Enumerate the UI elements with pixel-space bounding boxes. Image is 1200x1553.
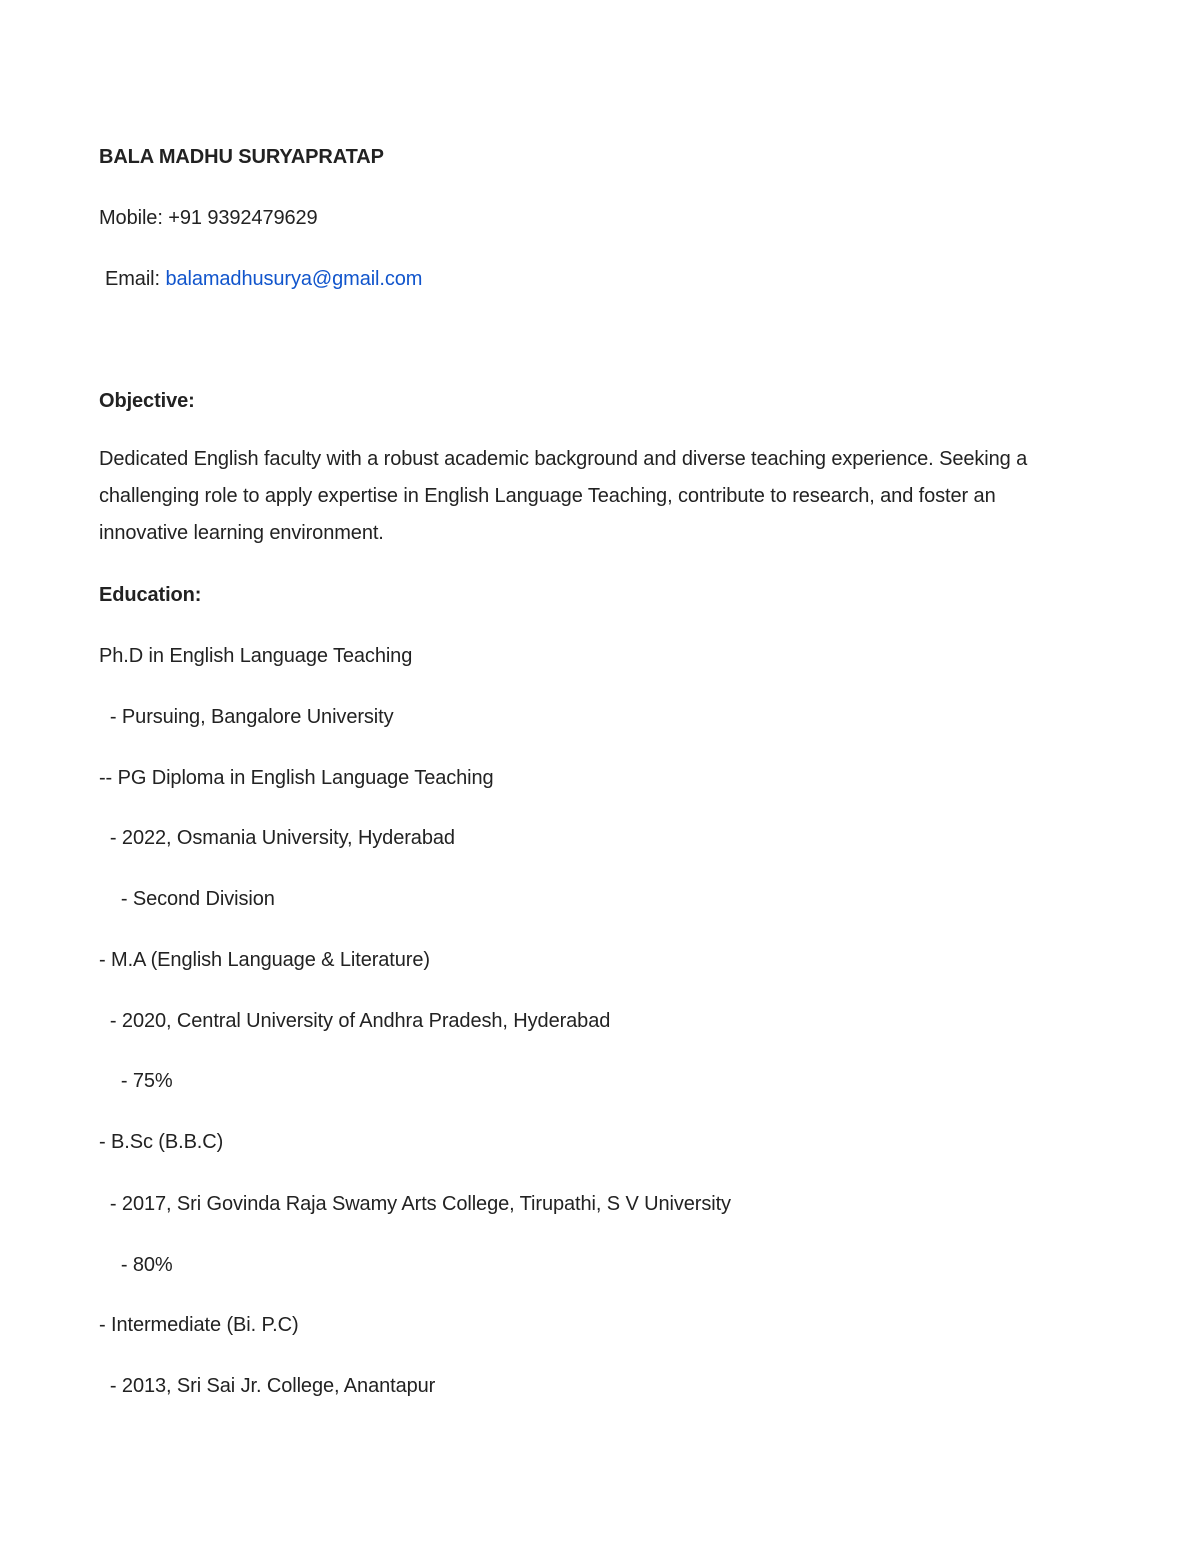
education-line: - 80% <box>99 1254 173 1276</box>
email-label: Email: <box>105 268 160 290</box>
education-line: - 2020, Central University of Andhra Pradesh, Hyderabad <box>99 1010 611 1032</box>
email-link[interactable]: balamadhusurya@gmail.com <box>165 268 423 290</box>
education-line: - Intermediate (Bi. P.C) <box>99 1314 299 1336</box>
education-line: - M.A (English Language & Literature) <box>99 949 430 971</box>
mobile-line <box>99 206 318 230</box>
education-line: - 75% <box>99 1070 173 1092</box>
education-line: Ph.D in English Language Teaching <box>99 645 413 667</box>
email-line <box>105 267 422 291</box>
education-line: - 2022, Osmania University, Hyderabad <box>99 827 455 849</box>
education-line: - Second Division <box>99 888 275 910</box>
education-line: - 2013, Sri Sai Jr. College, Anantapur <box>99 1375 436 1397</box>
education-line: - 2017, Sri Govinda Raja Swamy Arts College, Tirupathi, S V University <box>99 1193 731 1215</box>
education-heading: Education: <box>99 584 202 606</box>
education-line: - Pursuing, Bangalore University <box>99 706 394 728</box>
education-line: - B.Sc (B.B.C) <box>99 1131 224 1153</box>
mobile-label: Mobile: <box>99 207 163 229</box>
candidate-name: BALA MADHU SURYAPRATAP <box>99 146 384 168</box>
education-line: -- PG Diploma in English Language Teaching <box>99 767 494 789</box>
objective-heading: Objective: <box>99 390 195 412</box>
mobile-value: +91 9392479629 <box>168 207 318 229</box>
objective-text: Dedicated English faculty with a robust academic background and diverse teaching experience. Seeking a challenging role to apply expertise in English Language Teaching, contribute to research, and foster an innovative learning environment. <box>99 448 1028 544</box>
